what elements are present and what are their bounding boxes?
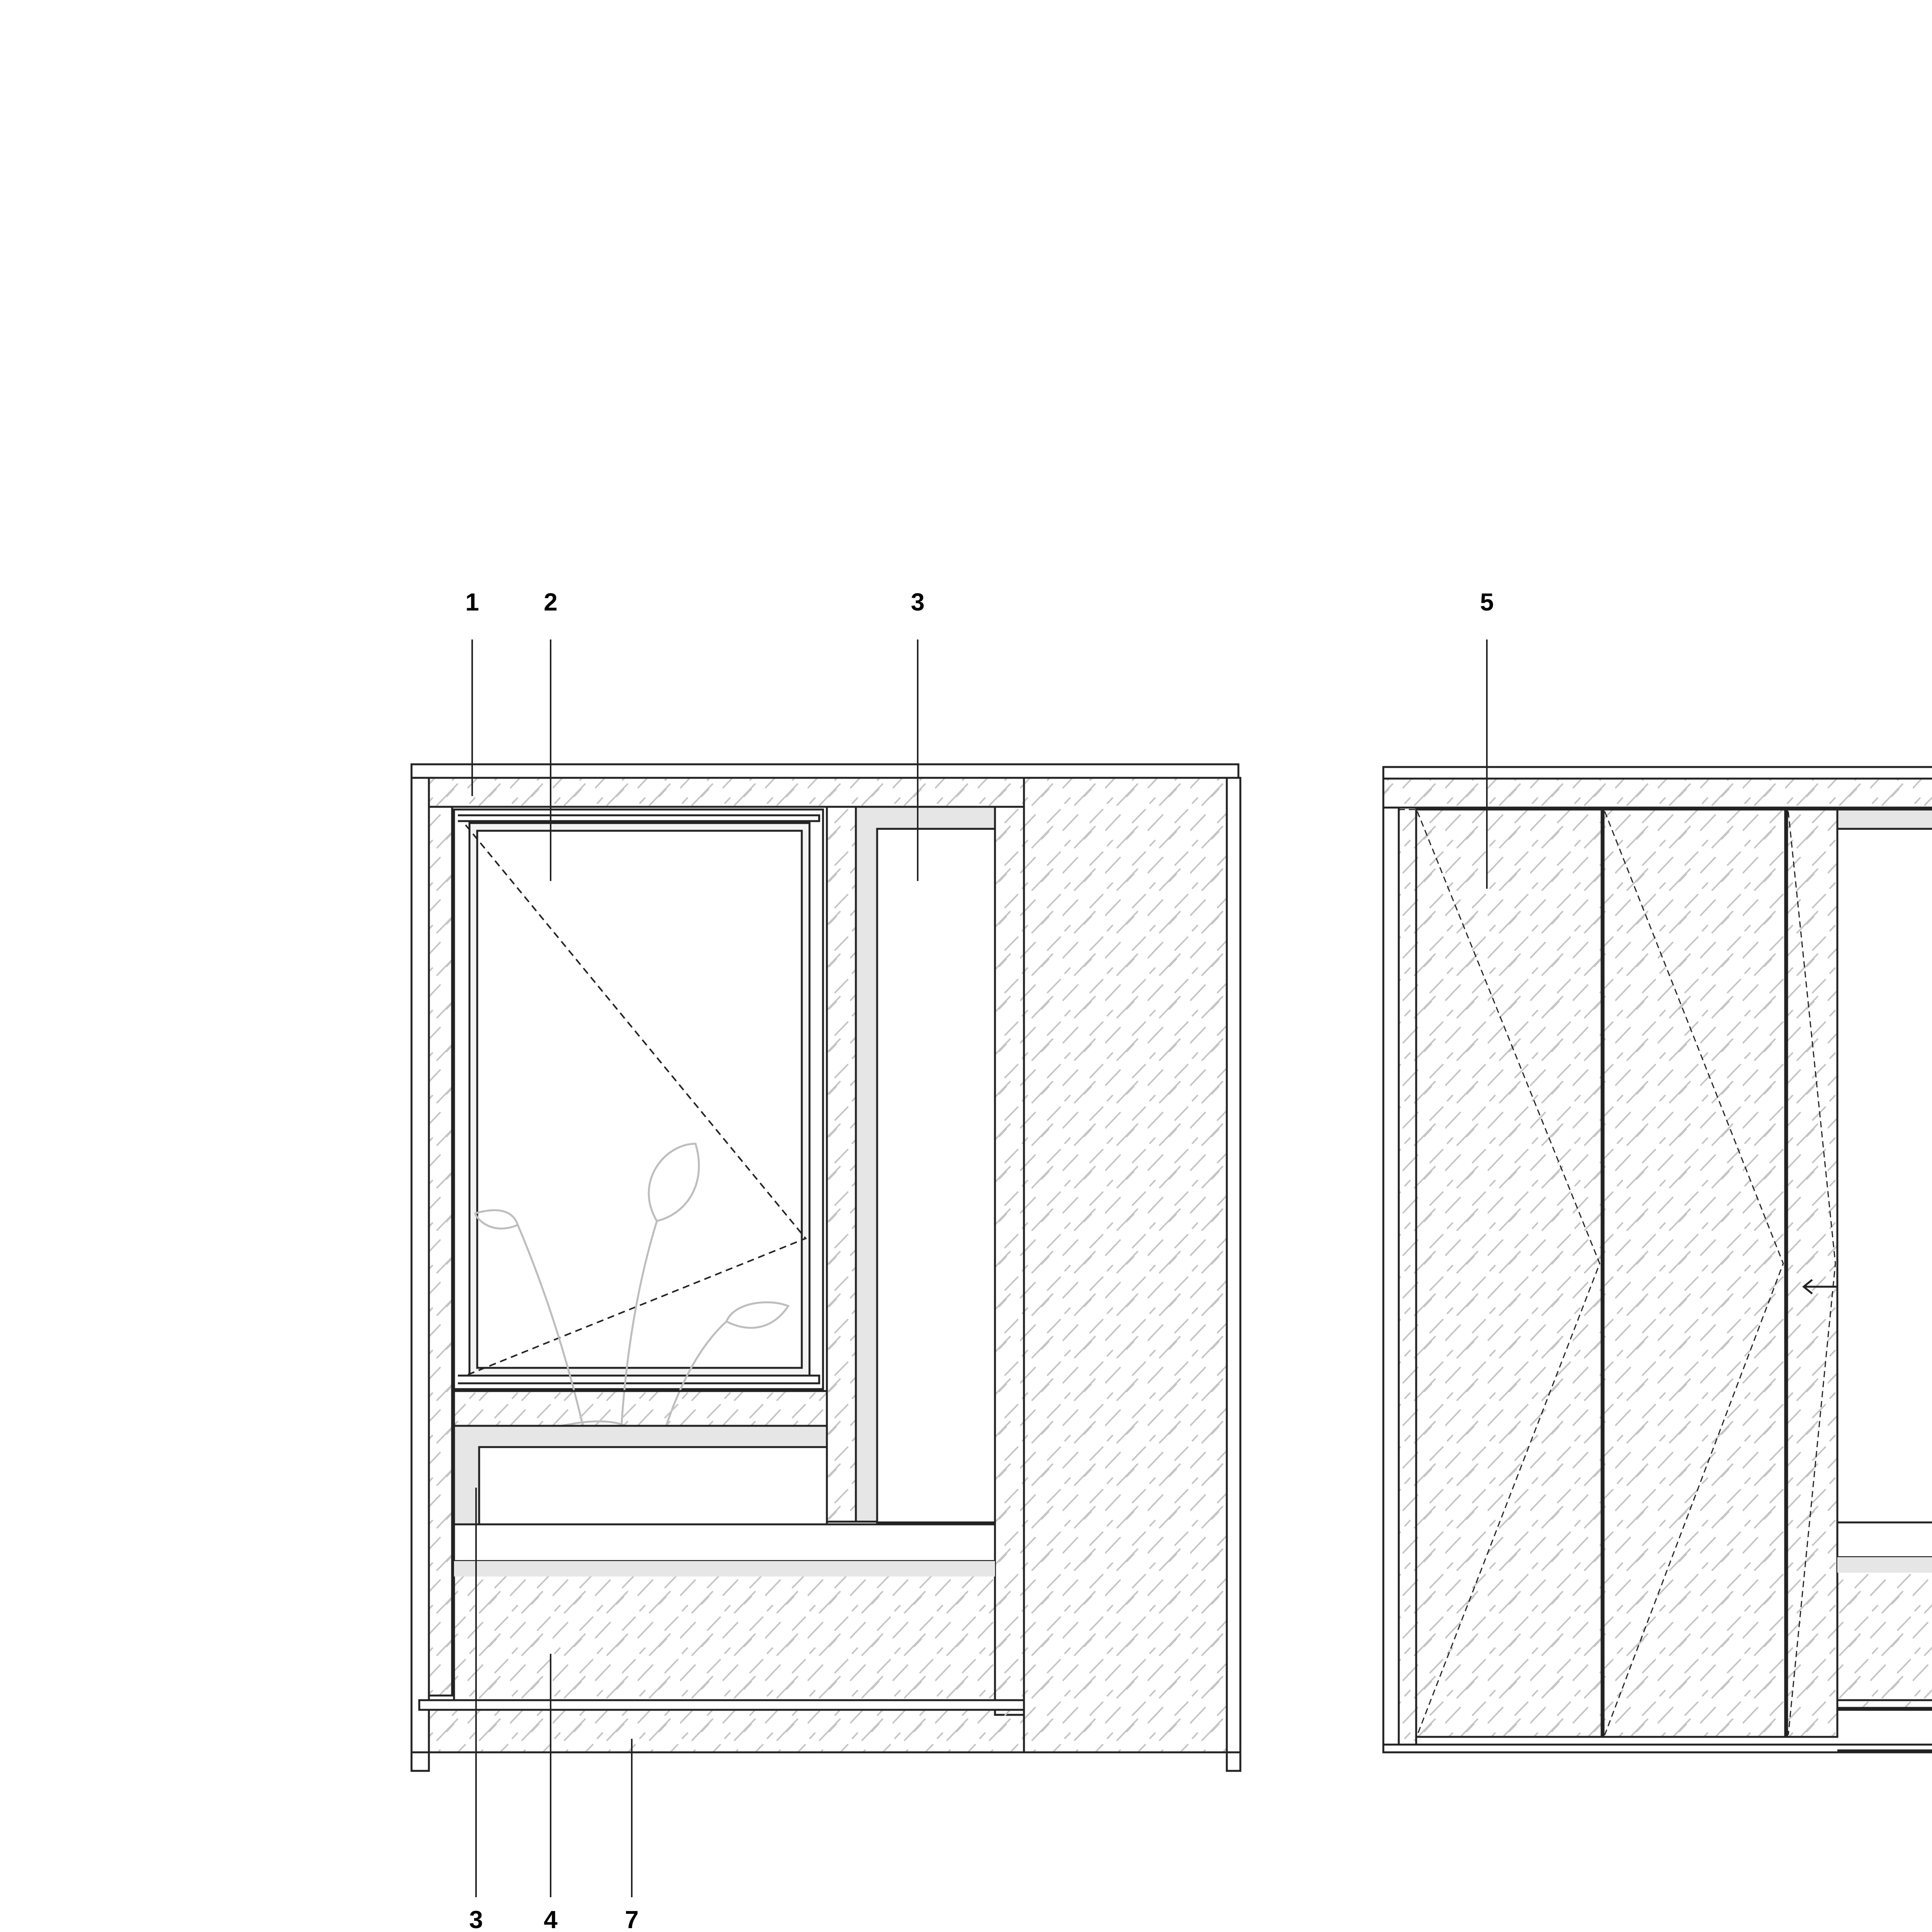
transom [454,1391,827,1426]
left-post [412,778,429,1771]
callout-2: 2 [544,588,558,616]
solid-spandrel [454,1561,995,1700]
cladding-right [1024,771,1227,1752]
shutter-leaf-2 [1604,810,1785,1737]
sill-rail [454,1524,995,1561]
callout-5: 5 [1480,588,1494,616]
shutter-leaf-3 [1787,810,1837,1737]
callout-7: 7 [625,1906,639,1932]
top-frame [412,764,1238,778]
elevation-closed [1383,767,1932,1752]
drip-flashing [419,1700,1024,1710]
callout-4: 4 [544,1906,558,1932]
elevation-open [412,764,1240,1771]
callout-1: 1 [465,588,479,616]
shutter-leaf-1 [1416,810,1602,1737]
mullion [827,807,856,1522]
top-frame-closed [1383,767,1932,779]
callout-3-bottom: 3 [469,1906,483,1932]
callout-3-top: 3 [911,588,925,616]
